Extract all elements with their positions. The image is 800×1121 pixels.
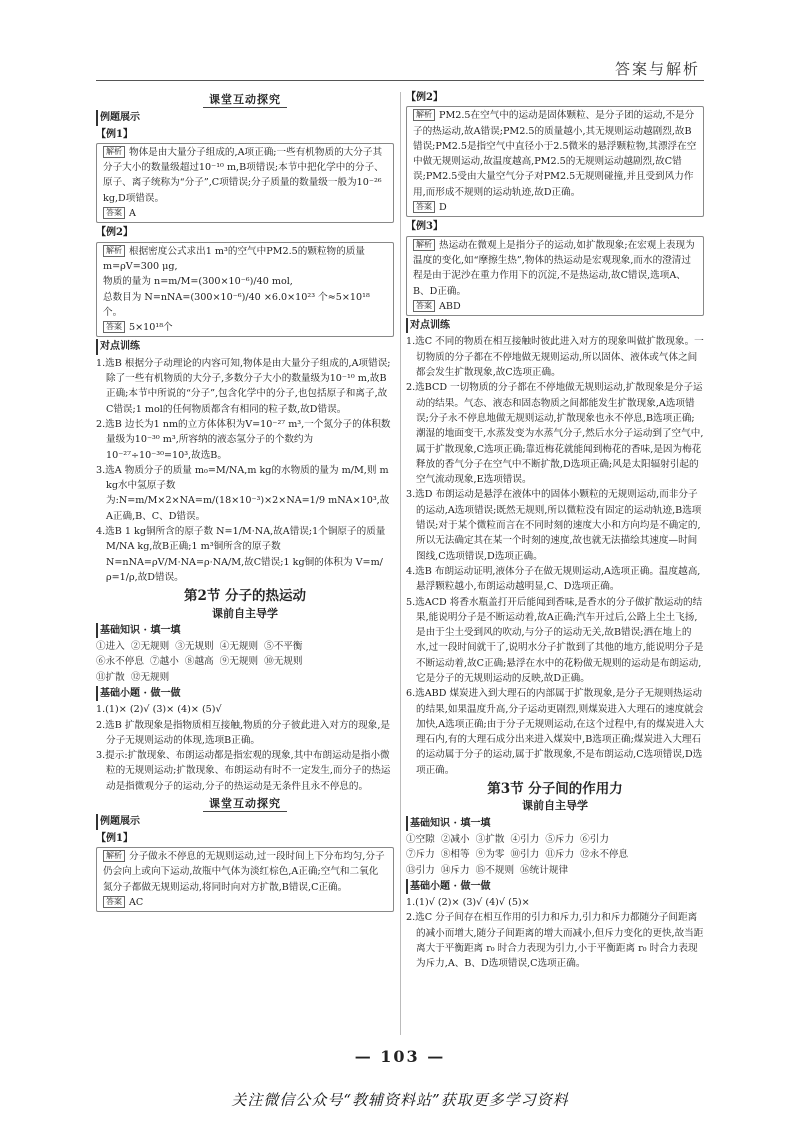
practice-heading: 对点训练 — [406, 318, 704, 333]
formula-line: 物质的量为 n=m/M=(300×10⁻⁶)/40 mol, — [103, 276, 293, 288]
analysis-tag: 解析 — [103, 245, 125, 257]
answer-tag: 答案 — [103, 321, 125, 333]
practice-item: 3.选A 物质分子的质量 m₀=M/NA,m kg的水物质的量为 m/M,则 m kg水中氢原子数为:N=m/M×2×NA=m/(18×10⁻³)×2×NA=1/9 mNA×10³,故A正确,B、C、D错误。 — [96, 464, 390, 522]
left-column — [96, 90, 394, 914]
section-title: 第2节 分子的热运动 — [183, 588, 307, 605]
section-banner: 课堂互动探究 — [96, 92, 394, 108]
formula-line: 总数目为 N=nNA=(300×10⁻⁶)/40 ×6.0×10²³ 个≈5×10¹⁸个。 — [103, 291, 370, 318]
examples-heading: 例题展示 — [96, 814, 394, 829]
practice-item: 2.选B 扩散现象是指物质相互接触,物质的分子彼此进入对方的现象,是分子无规则运动的体现,选项B正确。 — [96, 719, 390, 746]
section-subtitle: 课前自主导学 — [522, 799, 588, 813]
example-box — [96, 143, 394, 223]
section-subtitle: 课前自主导学 — [212, 606, 278, 620]
practice-item: 2.选C 分子间存在相互作用的引力和斥力,引力和斥力都随分子间距离的减小而增大,随分子间距离的增大而减小,但斥力变化的更快,故当距离大于平衡距离 r₀ 时合力表现为引力,小于平衡距离 r₀ 时合力表现为斥力,A、B、D选项错误,C选项正确。 — [406, 912, 704, 970]
example-box — [96, 242, 394, 338]
example-box — [96, 847, 394, 912]
basic-knowledge-heading: 基础知识 · 填一填 — [406, 816, 704, 831]
analysis-text: 热运动在微观上是指分子的运动,如扩散现象;在宏观上表现为温度的变化,如“摩擦生热”,物体的热运动是宏观现象,而水的澄清过程是由于泥沙在重力作用下的沉淀,不是热运动,故C错误,选项A、B、D正确。 — [413, 239, 695, 297]
example-box — [406, 106, 704, 217]
practice-item: 4.选B 布朗运动证明,液体分子在做无规则运动,A选项正确。温度越高,悬浮颗粒越小,布朗运动越明显,C、D选项正确。 — [406, 565, 701, 593]
column-divider — [400, 92, 401, 1035]
analysis-tag: 解析 — [413, 109, 435, 121]
analysis-tag: 解析 — [103, 146, 125, 158]
practice-item: 5.选ACD 将香水瓶盖打开后能闻到香味,是香水的分子做扩散运动的结果,能说明分子是不断运动着,故A正确;汽车开过后,公路上尘土飞扬,是由于尘土受到风的吹动,与分子的运动无关,故B错误;洒在地上的水,过一段时间就干了,说明水分子扩散到了其他的地方,能说明分子是不断运动着,故C正确;悬浮在水中的花粉做无规则的运动是布朗运动,它是分子的无规则运动的反映,故D正确。 — [406, 596, 704, 684]
practice-item: 2.选BCD 一切物质的分子都在不停地做无规则运动,扩散现象是分子运动的结果。气态、液态和固态物质之间都能发生扩散现象,A选项错误;分子永不停息地做无规则运动,扩散现象也永不停息,B选项正确;潮湿的地面变干,水蒸发变为水蒸气分子,然后水分子运动到了空气中,属于扩散现象,C选项正确;靠近梅花就能闻到梅花的香味,是因为梅花释放的香气分子在空气中不断扩散,D选项正确;风是太阳辐射引起的空气流动现象,E选项错误。 — [406, 382, 704, 486]
practice-item: 2.选B 边长为1 nm的立方体体积为V=10⁻²⁷ m³,一个氮分子的体积数量级为10⁻³⁰ m³,所容纳的液态氢分子的个数约为10⁻²⁷÷10⁻³⁰=10³,故选B。 — [96, 418, 391, 461]
example-label: 【例2】 — [406, 92, 443, 103]
practice-item: 6.选ABD 煤炭进入到大理石的内部属于扩散现象,是分子无规则热运动的结果,如果温度升高,分子运动更剧烈,则煤炭进入大理石的速度就会加快,A选项正确;由于分子无规则运动,在这个过程中,有的煤炭进入大理石内,有的大理石成分出来进入煤炭中,B选项正确;煤炭进入大理石的运动属于分子的运动,属于扩散现象,不是布朗运动,C选项错误,D选项正确。 — [406, 688, 704, 776]
basic-knowledge-heading: 基础知识 · 填一填 — [96, 623, 394, 638]
fill-answers: ①进入 ②无规则 ③无规则 ④无规则 ⑤不平衡 — [96, 641, 303, 653]
header-title: 答案与解析 — [614, 60, 700, 78]
answer-tag: 答案 — [413, 201, 435, 213]
practice-item: 3.提示:扩散现象、布朗运动都是指宏观的现象,其中布朗运动是指小微粒的无规则运动;扩散现象、布朗运动有时不一定发生,而分子的热运动是指微观分子的运动,分子的热运动是无条件且永不停息的。 — [96, 750, 391, 792]
small-questions-heading: 基础小题 · 做一做 — [96, 686, 394, 701]
section-banner: 课堂互动探究 — [96, 796, 394, 812]
section-title: 第3节 分子间的作用力 — [487, 781, 623, 798]
fill-answers: ⑦斥力 ⑧相等 ⑨为零 ⑩引力 ⑪斥力 ⑫永不停息 — [406, 849, 629, 861]
answer-text: A — [129, 208, 136, 220]
example-box — [406, 236, 704, 316]
fill-answers: ⑪扩散 ⑫无规则 — [96, 671, 170, 683]
right-column — [406, 90, 704, 972]
answer-text: ABD — [439, 300, 461, 312]
analysis-text: 物体是由大量分子组成的,A项正确;一些有机物质的大分子其分子大小的数量级超过10⁻¹⁰ m,B项错误;本节中把化学中的分子、原子、离子统称为“分子”,C项错误;分子质量的数量级一般为10⁻²⁶ kg,D项错误。 — [103, 146, 384, 204]
practice-item: 1.选C 不同的物质在相互接触时彼此进入对方的现象叫做扩散现象。一切物质的分子都在不停地做无规则运动,所以固体、液体或气体之间都会发生扩散现象,故C选项正确。 — [406, 336, 704, 379]
page-number: — 103 — — [354, 1047, 446, 1066]
analysis-text: 根据密度公式求出1 m³的空气中PM2.5的颗粒物的质量 m=ρV=300 μg, — [103, 245, 365, 272]
practice-item: 3.选D 布朗运动是悬浮在液体中的固体小颗粒的无规则运动,而非分子的运动,A选项错误;既然无规则,所以微粒没有固定的运动轨迹,B选项错误;对于某个微粒而言在不同时刻的速度大小和方向均是不确定的,所以无法确定其在某一个时刻的速度,故也就无法描绘其速度—时间图线,C选项错误,D选项正确。 — [406, 489, 702, 562]
fill-answers: ⑬引力 ⑭斥力 ⑮不规则 ⑯统计规律 — [406, 864, 569, 876]
example-label: 【例2】 — [96, 227, 133, 239]
example-label: 【例1】 — [96, 128, 133, 140]
practice-item: 4.选B 1 kg铜所含的原子数 N=1/M·NA,故A错误;1个铜原子的质量 M/NA kg,故B正确;1 m³铜所含的原子数 N=nNA=ρV/M·NA=ρ·NA/M,故C错误;1 kg铜的体积为 V=m/ρ=1/ρ,故D错误。 — [96, 526, 386, 583]
answer-text: AC — [129, 896, 144, 908]
practice-heading: 对点训练 — [96, 339, 394, 354]
answer-tag: 答案 — [103, 207, 125, 219]
analysis-tag: 解析 — [413, 239, 435, 251]
header-rule — [96, 80, 704, 81]
analysis-text: PM2.5在空气中的运动是固体颗粒、是分子团的运动,不是分子的热运动,故A错误;PM2.5的质量越小,其无规则运动越剧烈,故B错误;PM2.5是指空气中直径小于2.5微米的悬浮颗粒物,其漂浮在空中做无规则运动,故温度越高,PM2.5的无规则运动越剧烈,故C错误;PM2.5受由大量空气分子对PM2.5无规则碰撞,并且受到风力作用,而形成不规则的运动轨迹,故D正确。 — [413, 110, 697, 198]
examples-heading: 例题展示 — [96, 110, 394, 125]
example-label: 【例3】 — [406, 221, 443, 233]
practice-item: 1.选B 根据分子动理论的内容可知,物体是由大量分子组成的,A项错误;除了一些有机物质的大分子,多数分子大小的数量级为10⁻¹⁰ m,故B正确;本节中所说的“分子”,包含化学中的分子,也包括原子和离子,故C错误;1 mol的任何物质都含有相同的粒子数,故D错误。 — [96, 357, 391, 415]
answer-text: D — [439, 202, 447, 214]
footer-note: 关注微信公众号“教辅资料站”获取更多学习资料 — [231, 1091, 569, 1109]
answer-tag: 答案 — [103, 896, 125, 908]
practice-item: 1.(1)× (2)√ (3)× (4)× (5)√ — [96, 704, 222, 716]
example-label: 【例1】 — [96, 832, 133, 844]
fill-answers: ①空隙 ②减小 ③扩散 ④引力 ⑤斥力 ⑥引力 — [406, 833, 609, 845]
analysis-text: 分子做永不停息的无规则运动,过一段时间上下分布均匀,分子仍会向上或向下运动,故瓶中气体为淡红棕色,A正确;空气和二氧化氮分子都做无规则运动,将同时向对方扩散,B错误,C正确。 — [103, 850, 385, 893]
answer-tag: 答案 — [413, 300, 435, 312]
analysis-tag: 解析 — [103, 850, 125, 862]
answer-text: 5×10¹⁸个 — [129, 322, 173, 334]
practice-item: 1.(1)√ (2)× (3)√ (4)√ (5)× — [406, 897, 530, 909]
fill-answers: ⑥永不停息 ⑦越小 ⑧越高 ⑨无规则 ⑩无规则 — [96, 656, 303, 668]
small-questions-heading: 基础小题 · 做一做 — [406, 879, 704, 894]
